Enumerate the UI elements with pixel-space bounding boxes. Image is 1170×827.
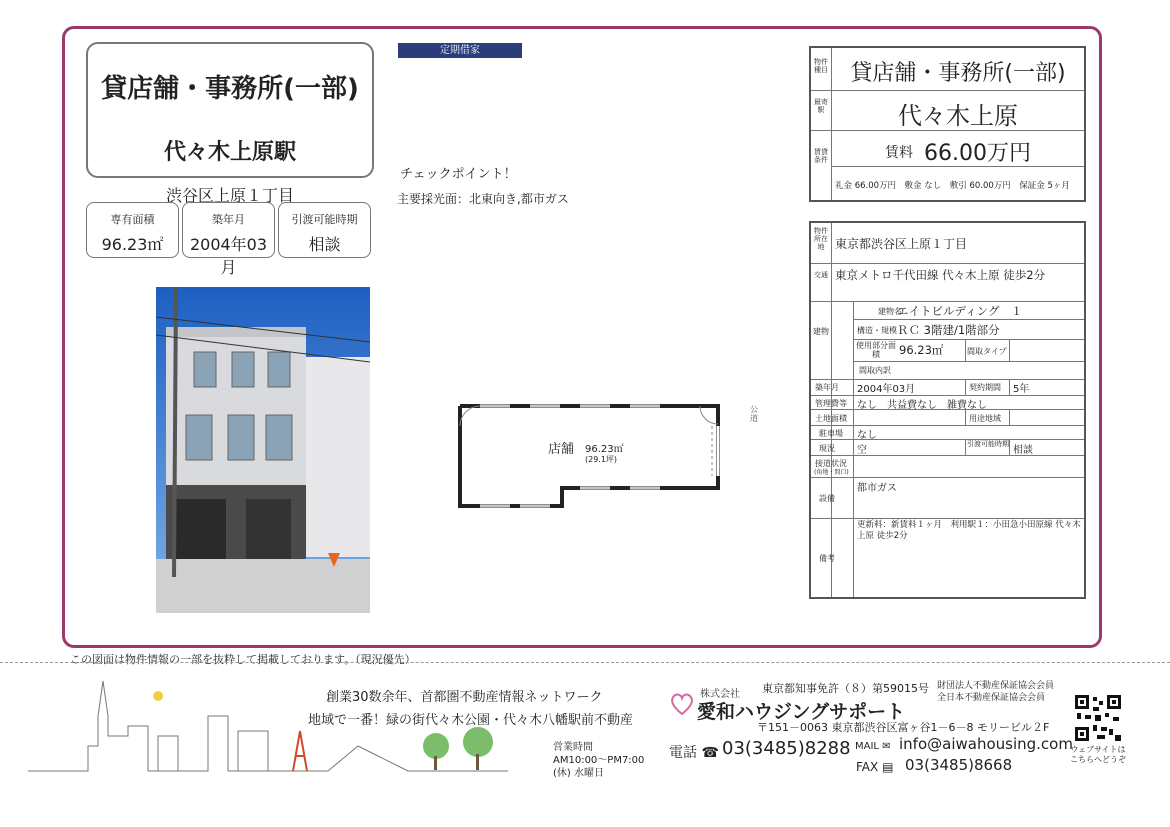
business-hours-value: AM10:00～PM7:00 xyxy=(553,755,645,766)
area-value: 96.23㎡ xyxy=(899,343,944,357)
structure-label: 構造・規模 xyxy=(857,326,897,335)
company-prefix: 株式会社 xyxy=(700,689,740,700)
building-label: 建物 xyxy=(813,327,829,336)
built-value: 2004年03月 xyxy=(857,384,916,395)
checkpoint-detail: 主要採光面：北東向き,都市ガス xyxy=(397,192,569,206)
parking-label: 駐車場 xyxy=(819,429,843,438)
terms-detail: 礼金 66.00万円 敷金 なし 敷引 60.00万円 保証金 5ヶ月 xyxy=(835,181,1070,191)
type-label: 物件種目 xyxy=(814,58,828,74)
association-1: 財団法人不動産保証協会会員 xyxy=(937,681,1055,691)
slogan-line-2: 地域で一番！緑の街代々木公園・代々木八幡駅前不動産 xyxy=(308,713,634,728)
status-label: 現況 xyxy=(819,444,835,453)
land-label: 土地面積 xyxy=(815,414,847,423)
spec-value: 96.23㎡ xyxy=(101,235,164,254)
layout-detail-label: 間取内訳 xyxy=(859,366,891,375)
phone-label-text: 電話 xyxy=(669,745,697,761)
spec-area xyxy=(86,202,179,258)
phone-icon: ☎ xyxy=(701,745,719,761)
structure-value: ＲＣ 3階建/1階部分 xyxy=(897,323,1000,337)
layout-type-label: 間取タイプ xyxy=(967,347,1007,356)
contract-value: 5年 xyxy=(1013,384,1030,395)
parking-value: なし xyxy=(857,430,877,441)
handover-label: 引渡可能時期 xyxy=(967,440,1009,448)
spec-label: 築年月 xyxy=(212,213,245,226)
road-label: 接道状況 xyxy=(815,459,847,468)
floor-plan-room-label: 店舗 xyxy=(548,442,575,457)
location-label: 物件所在地 xyxy=(814,227,828,251)
floor-plan-area: 96.23㎡ xyxy=(585,444,624,455)
property-type-title: 貸店舗・事務所(一部) xyxy=(101,74,359,104)
mail-address: info@aiwahousing.com xyxy=(899,735,1073,753)
slogan-line-1: 創業30数余年、首都圏不動産情報ネットワーク xyxy=(326,690,603,705)
access-label: 交通 xyxy=(814,271,828,279)
status-value: 空 xyxy=(857,445,867,456)
business-hours-label: 営業時間 xyxy=(553,742,593,753)
spec-value: 相談 xyxy=(308,235,341,254)
station-label: 最寄駅 xyxy=(814,98,828,114)
license-number: 東京都知事免許（８）第59015号 xyxy=(762,682,929,695)
fax-icon: ▤ xyxy=(882,760,894,774)
remarks-label: 備考 xyxy=(819,554,835,563)
phone-label xyxy=(669,742,719,762)
closed-day: (休) 水曜日 xyxy=(553,768,604,779)
website-note: ウェブサイトは こちらへどうぞ xyxy=(1070,745,1126,764)
building-photo xyxy=(156,287,370,613)
built-label: 築年月 xyxy=(815,383,839,392)
fax-label xyxy=(856,760,893,774)
fax-label-text: FAX xyxy=(856,760,879,774)
building-name-label: 建物名 xyxy=(878,307,902,316)
floor-plan-tsubo: (29.1坪) xyxy=(585,455,618,464)
mgmt-value: なし 共益費なし 雑費なし xyxy=(857,400,987,411)
rent-value: 66.00万円 xyxy=(924,141,1031,166)
zoning-label: 用途地域 xyxy=(969,414,1001,423)
floor-plan-road: 公道 xyxy=(750,405,758,423)
detail-table xyxy=(809,221,1086,599)
spec-label: 専有面積 xyxy=(110,213,155,226)
road-sub-label: (角地・間口) xyxy=(814,469,849,476)
terms-label: 賃貸条件 xyxy=(814,148,828,164)
phone-number: 03(3485)8288 xyxy=(722,738,851,759)
company-name: 愛和ハウジングサポート xyxy=(697,701,906,723)
association-2: 全日本不動産保証協会会員 xyxy=(937,693,1046,703)
company-address: 〒151－0063 東京都渋谷区富ヶ谷1－6－8 モリービル２F xyxy=(757,721,1050,734)
handover-value: 相談 xyxy=(1013,445,1033,456)
address-summary: 渋谷区上原１丁目 xyxy=(165,186,294,205)
mail-label xyxy=(855,741,891,752)
station-value: 代々木上原 xyxy=(898,102,1018,130)
spec-handover xyxy=(278,202,371,258)
spec-built xyxy=(182,202,275,277)
heart-logo-icon xyxy=(668,690,696,718)
footer-divider xyxy=(0,662,1170,663)
spec-label: 引渡可能時期 xyxy=(291,213,358,226)
disclaimer-notice: この図面は物件情報の一部を抜粋して掲載しております。（現況優先） xyxy=(70,653,416,666)
location-value: 東京都渋谷区上原１丁目 xyxy=(835,237,968,251)
station-title: 代々木上原駅 xyxy=(163,140,296,165)
fixed-term-badge: 定期借家 xyxy=(398,43,522,58)
access-value: 東京メトロ千代田線 代々木上原 徒歩2分 xyxy=(835,268,1046,282)
checkpoint-heading: チェックポイント！ xyxy=(400,167,517,182)
facility-label: 設備 xyxy=(819,494,835,503)
facility-value: 都市ガス xyxy=(857,483,897,494)
area-label: 使用部分面積 xyxy=(856,341,896,359)
qr-code-icon xyxy=(1075,695,1121,741)
type-value: 貸店舗・事務所(一部) xyxy=(850,61,1066,86)
mail-label-text: MAIL xyxy=(855,741,879,752)
fax-number: 03(3485)8668 xyxy=(905,756,1013,774)
summary-box xyxy=(809,46,1086,202)
remarks-value: 更新料：新賃料１ヶ月 利用駅１：小田急小田原線 代々木上原 徒歩2分 xyxy=(857,520,1081,541)
rent-label: 賃料 xyxy=(885,145,913,161)
mgmt-label: 管理費等 xyxy=(815,399,847,408)
contract-label: 契約期間 xyxy=(969,383,1001,392)
envelope-icon: ✉ xyxy=(882,741,891,752)
building-name-value: エイトビルディング １ xyxy=(897,304,1023,318)
spec-value: 2004年03月 xyxy=(189,235,268,277)
